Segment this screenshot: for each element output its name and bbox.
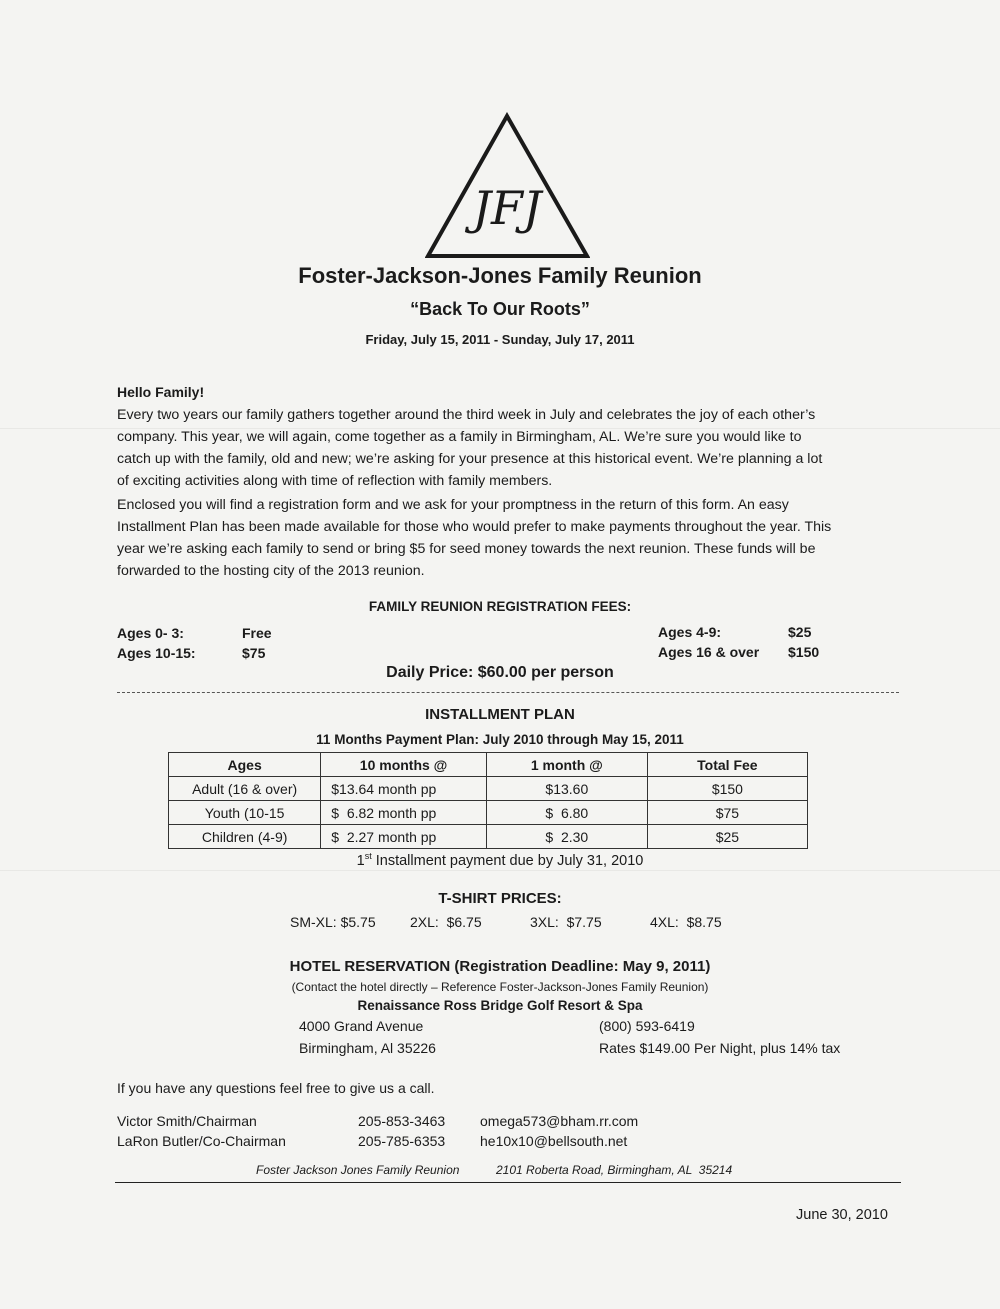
greeting: Hello Family! [117,384,205,400]
tshirt-price: 4XL: $8.75 [650,914,722,930]
paragraph-line: forwarded to the hosting city of the 2013 reunion. [117,563,425,579]
footer-organization: Foster Jackson Jones Family Reunion [256,1163,460,1177]
intro-paragraph [117,404,907,492]
column-header: Total Fee [647,753,807,777]
column-header: 10 months @ [321,753,487,777]
table-cell: $ 6.80 [486,801,647,825]
paragraph-line: of exciting activities along with time of reflection with family members. [117,473,553,489]
table-cell: Children (4-9) [169,825,321,849]
due-ordinal: 1 [356,852,365,869]
fees-heading: FAMILY REUNION REGISTRATION FEES: [368,599,632,614]
registration-paragraph [117,494,907,582]
tshirt-price: 3XL: $7.75 [530,914,602,930]
fee-label: Ages 4-9: [658,624,722,640]
column-header: 1 month @ [486,753,647,777]
hotel-phone: (800) 593-6419 [599,1018,695,1034]
fee-label: Ages 0- 3: [117,625,184,641]
table-cell: $ 2.27 month pp [321,825,487,849]
due-text: Installment payment due by July 31, 2010 [371,852,644,869]
paragraph-line: year we’re asking each family to send or bring $5 for seed money towards the next reunion. These funds will be [117,541,816,557]
fee-label: Ages 10-15: [117,645,196,661]
contact-intro: If you have any questions feel free to give us a call. [117,1080,435,1096]
daily-price: Daily Price: $60.00 per person [386,664,614,681]
table-cell: $150 [647,777,807,801]
contact-phone: 205-853-3463 [358,1113,446,1129]
due-ordinal-suffix: st [364,851,372,861]
paragraph-line: company. This year, we will again, come together as a family in Birmingham, AL. We’re sure you would like to [117,429,802,445]
paragraph-line: catch up with the family, old and new; we’re asking for your presence at this historical event. We’re planning a lot [117,451,823,467]
letter-date: June 30, 2010 [796,1207,888,1223]
installment-heading: INSTALLMENT PLAN [425,706,575,723]
fee-price: $25 [788,624,812,640]
footer-divider [115,1182,901,1183]
tshirt-price: 2XL: $6.75 [410,914,482,930]
dashed-divider [117,692,899,693]
fee-price: $150 [788,644,820,660]
hotel-note: (Contact the hotel directly – Reference Foster-Jackson-Jones Family Reunion) [291,980,709,994]
contact-name: LaRon Butler/Co-Chairman [117,1133,286,1149]
table-cell: $ 2.30 [486,825,647,849]
page-title: Foster-Jackson-Jones Family Reunion [298,263,702,288]
reunion-dates: Friday, July 15, 2011 - Sunday, July 17, 2011 [365,332,635,347]
hotel-address-line: 4000 Grand Avenue [299,1018,424,1034]
table-header-row [169,753,808,777]
tshirt-price: SM-XL: $5.75 [290,914,376,930]
installment-subheading: 11 Months Payment Plan: July 2010 through May 15, 2011 [316,732,684,747]
hotel-address-line: Birmingham, Al 35226 [299,1040,436,1056]
family-triangle-logo [425,112,590,260]
contact-email[interactable]: he10x10@bellsouth.net [480,1133,628,1149]
tshirt-heading: T-SHIRT PRICES: [438,890,562,907]
reunion-theme: “Back To Our Roots” [410,299,590,319]
contact-email[interactable]: omega573@bham.rr.com [480,1113,639,1129]
installment-due-note [0,851,1000,869]
logo-monogram: JFJ [472,181,542,235]
table-cell: Adult (16 & over) [169,777,321,801]
table-row [169,825,808,849]
table-row [169,777,808,801]
table-cell: $25 [647,825,807,849]
hotel-name: Renaissance Ross Bridge Golf Resort & Spa [357,998,643,1013]
paragraph-line: Enclosed you will find a registration form and we ask for your promptness in the return of this form. An easy [117,497,789,513]
fee-price: $75 [242,645,266,661]
installment-table [168,752,808,849]
hotel-heading: HOTEL RESERVATION (Registration Deadline: May 9, 2011) [289,958,711,975]
table-cell: $13.60 [486,777,647,801]
column-header: Ages [169,753,321,777]
contact-name: Victor Smith/Chairman [117,1113,257,1129]
contact-phone: 205-785-6353 [358,1133,446,1149]
paper-fold-line [0,870,1000,872]
footer-address: 2101 Roberta Road, Birmingham, AL 35214 [496,1163,733,1177]
paragraph-line: Installment Plan has been made available for those who would prefer to make payments throughout the year. This [117,519,832,535]
table-cell: $13.64 month pp [321,777,487,801]
paragraph-line: Every two years our family gathers together around the third week in July and celebrates the joy of each other’s [117,407,816,423]
table-cell: $75 [647,801,807,825]
fee-price: Free [242,625,272,641]
table-cell: $ 6.82 month pp [321,801,487,825]
table-row [169,801,808,825]
table-cell: Youth (10-15 [169,801,321,825]
fee-label: Ages 16 & over [658,644,760,660]
hotel-rates: Rates $149.00 Per Night, plus 14% tax [599,1040,841,1056]
